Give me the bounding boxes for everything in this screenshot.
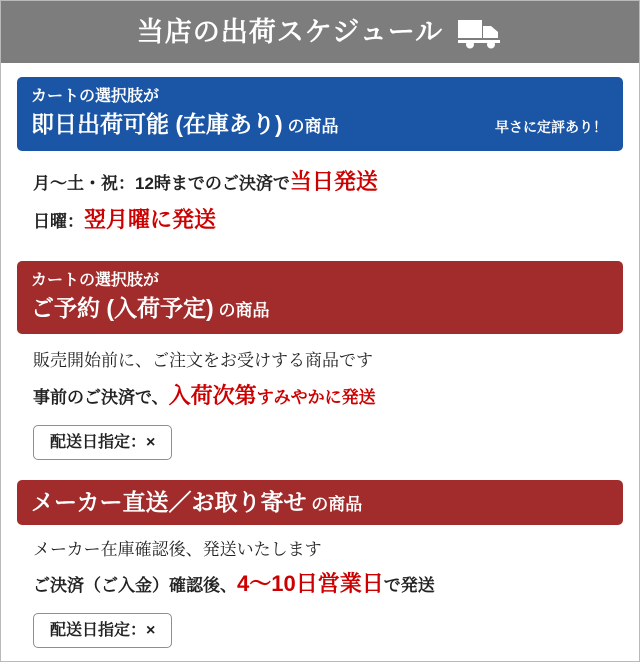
band-note-immediate: 早さに定評あり！ [495, 118, 607, 135]
band-sub-reservation: カートの選択肢が [31, 271, 160, 289]
detail-highlight: 入荷次第 [168, 382, 257, 408]
detail-highlight: 4〜10日営業日 [237, 571, 384, 596]
page-title: 当店の出荷スケジュール [136, 16, 444, 47]
details-reservation [17, 334, 623, 460]
detail-text: 月〜土・祝： [33, 173, 135, 193]
detail-text: ご決済（ご入金）確認後、 [33, 576, 237, 595]
band-main-small-immediate: の商品 [282, 116, 339, 136]
detail-line: 販売開始前に、ご注文をお受けする商品です [33, 351, 373, 371]
band-main-small-reservation: の商品 [213, 300, 270, 320]
detail-line [33, 567, 617, 601]
band-main-maker-direct [31, 488, 362, 517]
detail-text: 日曜： [33, 211, 84, 231]
delivery-date-badge: 配送日指定：× [33, 613, 172, 648]
detail-highlight: 当日発送 [289, 168, 378, 194]
section-band-maker-direct [17, 480, 623, 525]
detail-text: 12時までのご決済で [135, 173, 290, 193]
detail-line [33, 203, 617, 237]
band-main-reservation [31, 294, 609, 323]
detail-text: で発送 [383, 576, 435, 595]
schedule-content [1, 63, 639, 648]
details-immediate [17, 151, 623, 237]
band-main-small-maker-direct: の商品 [306, 494, 363, 514]
detail-highlight: すみやかに発送 [256, 387, 376, 407]
band-main-bold-reservation: ご予約 (入荷予定) [31, 294, 214, 321]
delivery-date-badge: 配送日指定：× [33, 425, 172, 460]
detail-text: 事前のご決済で、 [33, 387, 169, 407]
details-maker-direct [17, 525, 623, 649]
band-sub-immediate: カートの選択肢が [31, 88, 160, 105]
detail-line [33, 165, 617, 199]
page-header [1, 1, 639, 63]
band-main-bold-immediate: 即日出荷可能 (在庫あり) [31, 110, 283, 137]
band-main-bold-maker-direct: メーカー直送／お取り寄せ [31, 488, 307, 515]
detail-line: メーカー在庫確認後、発送いたします [33, 539, 322, 559]
section-band-reservation [17, 261, 623, 335]
detail-line [33, 379, 617, 413]
delivery-truck-icon [457, 15, 503, 49]
section-band-immediate [17, 77, 623, 151]
detail-highlight: 翌月曜に発送 [84, 206, 217, 232]
